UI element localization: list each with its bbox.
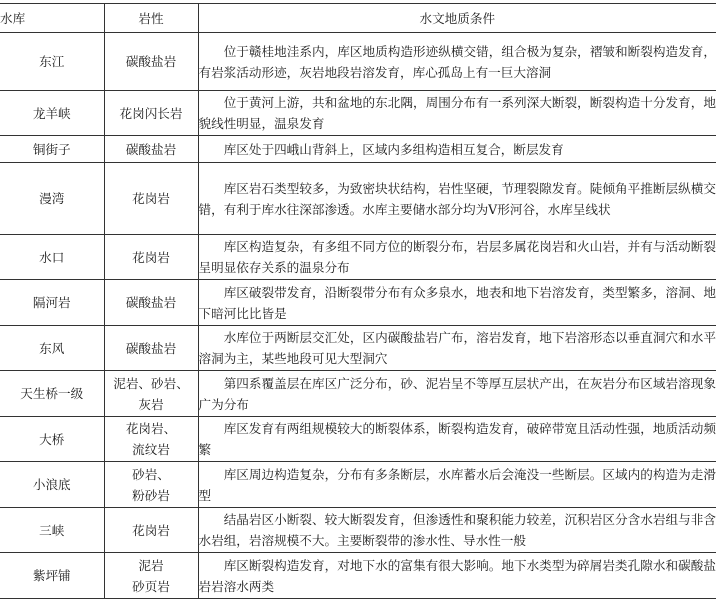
header-reservoir: 水库 <box>0 4 104 33</box>
table-row <box>0 508 716 553</box>
conditions-cell <box>198 33 716 91</box>
lithology-line: 花岗岩 <box>132 249 170 265</box>
lithology-cell <box>104 462 198 508</box>
conditions-text: 库区处于四峨山背斜上，区域内多组构造相互复合，断层发育 <box>223 141 564 157</box>
lithology-cell <box>104 508 198 553</box>
lithology-line: 泥岩、砂岩、 <box>113 375 189 391</box>
lithology-line: 砂岩、 <box>132 466 170 482</box>
conditions-cell <box>198 163 716 235</box>
table-row <box>0 417 716 462</box>
table-row <box>0 163 716 235</box>
lithology-line: 花岗岩、 <box>125 421 177 436</box>
conditions-text: 库区岩石类型较多，为致密块状结构，岩性坚硬，节理裂隙发育。陡倾角平推断层纵横交错，有利于库水往深部渗透。水库主要储水部分均为V形河谷，水库呈线状 <box>198 180 716 217</box>
lithology-cell <box>104 136 198 163</box>
reservoir-name: 东江 <box>0 33 104 91</box>
conditions-cell <box>198 235 716 280</box>
conditions-text: 位于赣桂地洼系内，库区地质构造形迹纵横交错，组合极为复杂，褶皱和断裂构造发育，有岩浆活动形迹，灰岩地段岩溶发育，库心孤岛上有一巨大溶洞 <box>198 43 716 80</box>
conditions-cell <box>198 326 716 371</box>
table-row <box>0 462 716 508</box>
lithology-cell <box>104 326 198 371</box>
table-row <box>0 326 716 371</box>
reservoir-name: 三峡 <box>0 508 104 553</box>
conditions-text: 库区周边构造复杂，分布有多条断层，水库蓄水后会淹没一些断层。区域内的构造为走滑型 <box>198 466 716 503</box>
reservoir-name: 隔河岩 <box>0 280 104 326</box>
lithology-line: 碳酸盐岩 <box>125 340 177 356</box>
conditions-text: 库区发育有两组规模较大的断裂体系，断裂构造发育，破碎带宽且活动性强，地质活动频繁 <box>198 421 716 457</box>
lithology-cell <box>104 33 198 91</box>
reservoir-name: 紫坪铺 <box>0 553 104 599</box>
conditions-text: 水库位于两断层交汇处，区内碳酸盐岩广布，溶岩发育，地下岩溶形态以垂直洞穴和水平溶洞为主，某些地段可见大型洞穴 <box>198 330 716 366</box>
conditions-text: 结晶岩区小断裂、较大断裂发育，但渗透性和聚积能力较差，沉积岩区分含水岩组与非含水岩组，岩溶规模不大。主要断裂带的渗水性、导水性一般 <box>198 512 716 548</box>
reservoir-name: 水口 <box>0 235 104 280</box>
table-row <box>0 235 716 280</box>
header-conditions: 水文地质条件 <box>198 4 716 33</box>
conditions-cell <box>198 417 716 462</box>
conditions-cell <box>198 371 716 417</box>
lithology-cell <box>104 417 198 462</box>
table-row <box>0 33 716 91</box>
lithology-cell <box>104 553 198 599</box>
lithology-cell <box>104 280 198 326</box>
table-row <box>0 280 716 326</box>
lithology-line: 碳酸盐岩 <box>125 141 177 157</box>
lithology-cell <box>104 235 198 280</box>
conditions-text: 库区构造复杂，有多组不同方位的断裂分布，岩层多属花岗岩和火山岩，并有与活动断裂呈明显依存关系的温泉分布 <box>198 239 716 275</box>
lithology-line: 流纹岩 <box>132 442 170 457</box>
conditions-cell <box>198 462 716 508</box>
reservoir-name: 铜街子 <box>0 136 104 163</box>
reservoir-name: 龙羊峡 <box>0 91 104 136</box>
conditions-text: 库区破裂带发育，沿断裂带分布有众多泉水，地表和地下岩溶发育，类型繁多，溶洞、地下暗河比比皆是 <box>198 284 716 321</box>
table-row <box>0 553 716 599</box>
header-lithology: 岩性 <box>104 4 198 33</box>
conditions-text: 库区断裂构造发育，对地下水的富集有很大影响。地下水类型为碎屑岩类孔隙水和碳酸盐岩岩溶水两类 <box>198 557 716 594</box>
lithology-cell <box>104 371 198 417</box>
lithology-line: 砂页岩 <box>132 578 170 594</box>
conditions-text: 第四系覆盖层在库区广泛分布，砂、泥岩呈不等厚互层状产出，在灰岩分布区域岩溶现象广为分布 <box>198 375 716 412</box>
conditions-cell <box>198 553 716 599</box>
conditions-cell <box>198 91 716 136</box>
reservoir-name: 漫湾 <box>0 163 104 235</box>
lithology-line: 花岗闪长岩 <box>119 105 183 121</box>
table-row <box>0 371 716 417</box>
reservoir-name: 大桥 <box>0 417 104 462</box>
conditions-text: 位于黄河上游，共和盆地的东北隅，周围分布有一系列深大断裂，断裂构造十分发育，地貌线性明显，温泉发育 <box>198 95 716 131</box>
conditions-cell <box>198 136 716 163</box>
reservoir-name: 东风 <box>0 326 104 371</box>
conditions-cell <box>198 280 716 326</box>
lithology-line: 碳酸盐岩 <box>125 54 177 69</box>
conditions-cell <box>198 508 716 553</box>
lithology-line: 花岗岩 <box>132 522 170 538</box>
lithology-cell <box>104 163 198 235</box>
lithology-cell <box>104 91 198 136</box>
lithology-line: 灰岩 <box>138 396 164 412</box>
table-row <box>0 91 716 136</box>
table-header-row <box>0 4 716 33</box>
reservoir-hydrogeology-table <box>0 3 716 599</box>
reservoir-name: 小浪底 <box>0 462 104 508</box>
lithology-line: 粉砂岩 <box>132 487 170 503</box>
lithology-line: 花岗岩 <box>132 191 170 206</box>
table-row <box>0 136 716 163</box>
lithology-line: 碳酸盐岩 <box>125 295 177 310</box>
reservoir-name: 天生桥一级 <box>0 371 104 417</box>
lithology-line: 泥岩 <box>138 557 164 573</box>
